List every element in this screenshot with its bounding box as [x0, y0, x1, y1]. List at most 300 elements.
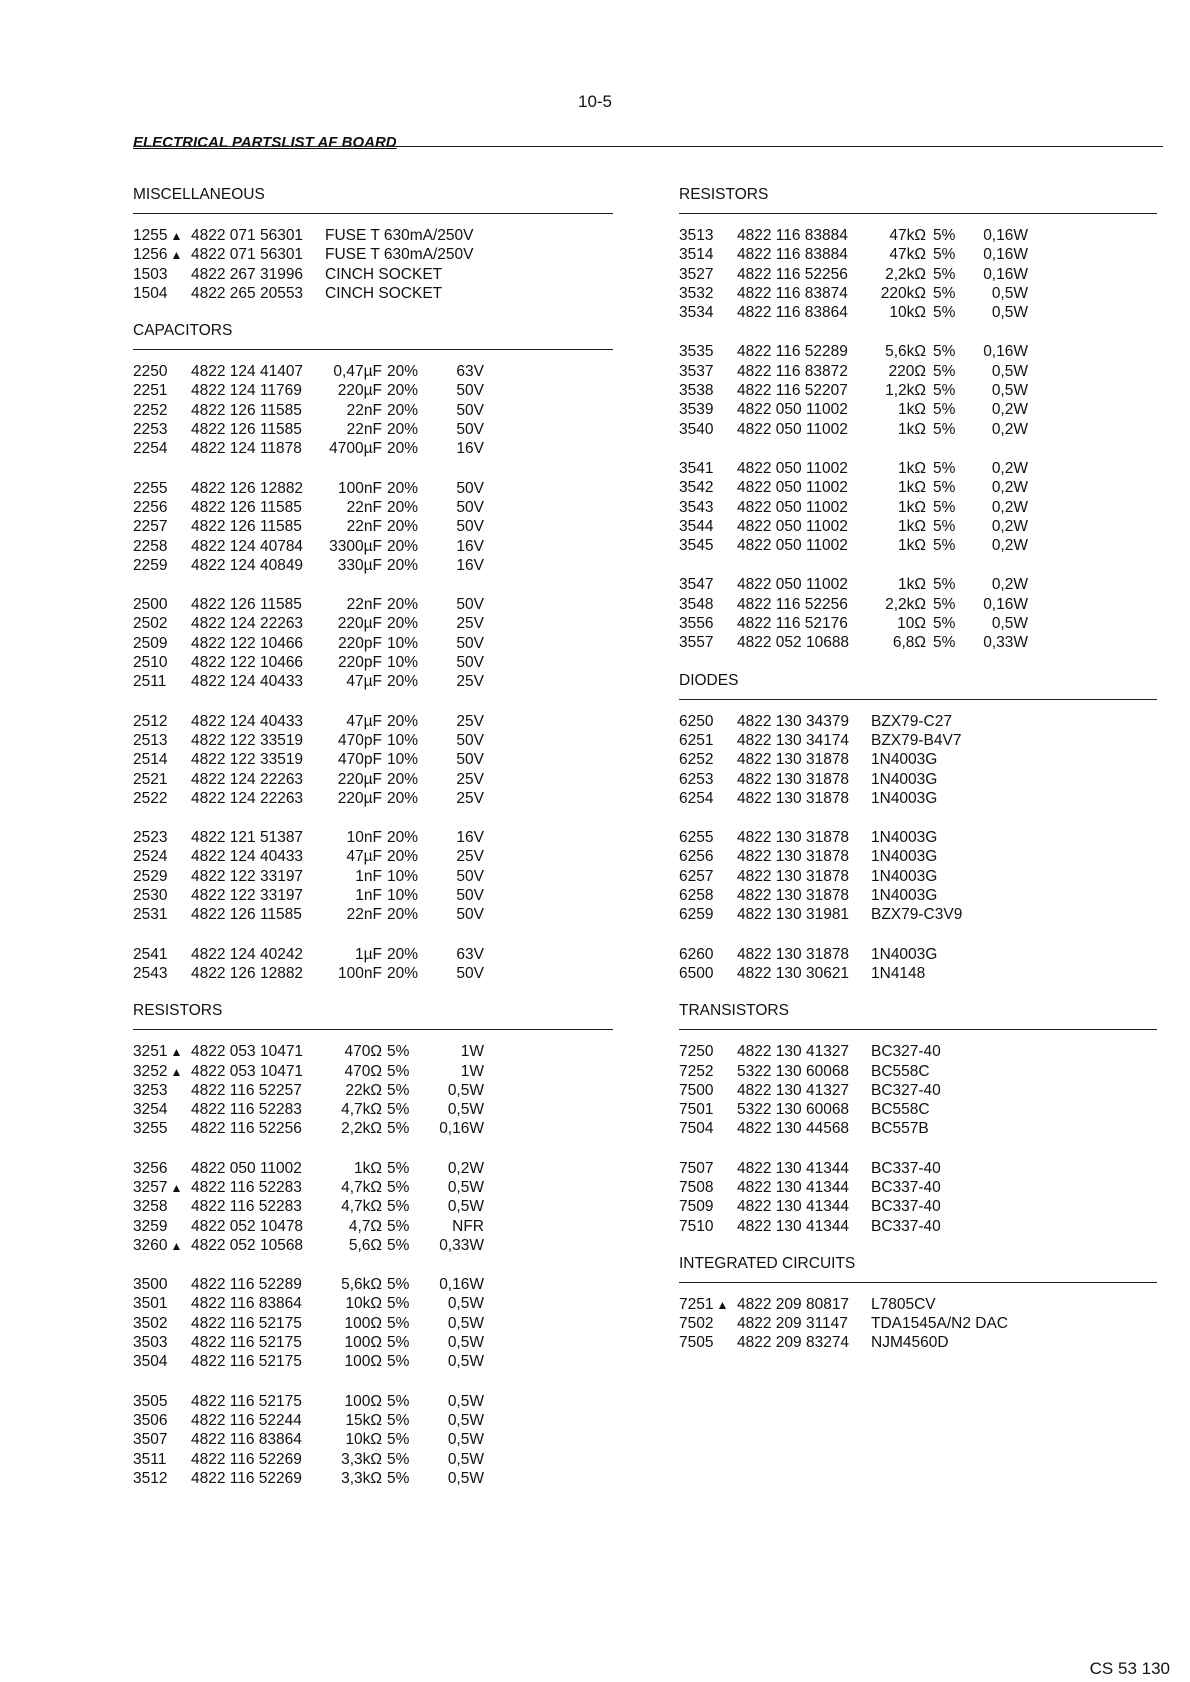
title-rule [133, 146, 1163, 147]
ref-designator [679, 575, 713, 594]
component-value: 22nF [346, 906, 382, 924]
ref-designator [133, 653, 167, 672]
ref-number: 2521 [133, 770, 168, 788]
part-number: 4822 050 11002 [737, 479, 848, 497]
part-row [133, 1081, 613, 1100]
ref-number: 3500 [133, 1276, 168, 1294]
ref-number: 3260 [133, 1236, 168, 1254]
tolerance: 20% [387, 401, 419, 419]
ref-number: 3557 [679, 634, 714, 652]
description: BC558C [871, 1101, 930, 1119]
ref-number: 6254 [679, 789, 714, 807]
component-value: 4,7Ω [348, 1217, 382, 1235]
rating: 0,2W [991, 576, 1028, 594]
ref-designator [679, 964, 713, 983]
part-row [679, 847, 1157, 866]
part-number: 4822 122 33197 [191, 867, 304, 885]
part-number: 5322 130 60068 [737, 1101, 850, 1119]
description: 1N4003G [871, 945, 938, 963]
ref-designator [133, 964, 167, 983]
ref-designator [679, 245, 713, 264]
part-row [679, 517, 1157, 536]
tolerance: 20% [387, 518, 419, 536]
row-group [679, 1042, 1157, 1138]
component-value: 3300µF [329, 537, 382, 555]
ref-designator [133, 226, 182, 246]
part-row [133, 886, 613, 905]
ref-number: 3547 [679, 576, 714, 594]
component-value: 22nF [346, 518, 382, 536]
part-row [679, 828, 1157, 847]
tolerance: 5% [387, 1217, 410, 1235]
part-row [679, 750, 1157, 769]
row-group [679, 828, 1157, 924]
section-heading: RESISTORS [679, 186, 769, 203]
component-value: 1kΩ [898, 479, 926, 497]
tolerance: 20% [387, 556, 419, 574]
tolerance: 20% [387, 537, 419, 555]
tolerance: 5% [387, 1469, 410, 1487]
part-row [133, 1469, 613, 1488]
tolerance: 20% [387, 789, 419, 807]
ref-designator [133, 634, 167, 653]
row-group [133, 1275, 613, 1371]
rating: 0,2W [991, 401, 1028, 419]
row-group [679, 459, 1157, 555]
ref-designator [679, 1314, 713, 1333]
part-number: 4822 116 83884 [737, 227, 848, 244]
ref-number: 2500 [133, 596, 168, 614]
rating: 50V [456, 654, 484, 672]
row-group [133, 1042, 613, 1138]
rating: 50V [456, 634, 484, 652]
tolerance: 5% [933, 634, 956, 652]
description: BC337-40 [871, 1198, 941, 1216]
ref-designator [133, 672, 166, 691]
ref-number: 3543 [679, 498, 714, 516]
ref-designator [679, 303, 713, 322]
part-number: 4822 267 31996 [191, 265, 304, 283]
description: 1N4003G [871, 848, 938, 866]
part-number: 4822 124 40433 [191, 712, 304, 730]
ref-number: 7502 [679, 1315, 714, 1333]
component-value: 330µF [337, 556, 382, 574]
section-heading: DIODES [679, 671, 739, 689]
part-number: 4822 116 52175 [191, 1353, 302, 1371]
component-value: 47µF [346, 673, 382, 691]
component-value: 3,3kΩ [341, 1469, 382, 1487]
rating: 50V [456, 498, 484, 516]
ref-designator [133, 770, 167, 789]
part-row [679, 1081, 1157, 1100]
description: FUSE T 630mA/250V [325, 227, 474, 244]
component-value: 4700µF [329, 440, 382, 458]
part-row [133, 245, 613, 264]
ref-designator [133, 945, 167, 964]
section-heading: RESISTORS [133, 1002, 223, 1020]
ref-number: 6258 [679, 887, 714, 905]
section-rule [679, 1029, 1157, 1030]
component-value: 5,6Ω [348, 1236, 382, 1254]
ref-number: 6500 [679, 964, 714, 982]
part-row [679, 789, 1157, 808]
tolerance: 5% [933, 420, 956, 438]
page-number: 10-5 [577, 92, 613, 111]
description: 1N4003G [871, 789, 938, 807]
ref-number: 3544 [679, 517, 714, 535]
part-number: 4822 053 10471 [191, 1062, 304, 1080]
part-number: 4822 116 52289 [737, 343, 848, 361]
part-number: 4822 124 22263 [191, 770, 304, 788]
section-heading: CAPACITORS [133, 322, 233, 340]
ref-designator [133, 750, 167, 769]
ref-number: 3255 [133, 1120, 168, 1138]
rating: 16V [456, 829, 484, 847]
tolerance: 5% [933, 479, 956, 497]
component-value: 22nF [346, 421, 382, 439]
rating: 0,2W [991, 537, 1028, 555]
ref-number: 2251 [133, 382, 168, 400]
tolerance: 5% [933, 362, 956, 380]
ref-designator [679, 750, 713, 769]
component-value: 0,47µF [333, 363, 382, 381]
ref-designator [679, 1119, 713, 1138]
ref-number: 2254 [133, 440, 168, 458]
ref-designator [133, 1275, 167, 1294]
tolerance: 5% [387, 1178, 410, 1196]
component-value: 100nF [338, 964, 382, 982]
ref-designator [679, 517, 713, 536]
part-row [133, 1294, 613, 1313]
rating: 50V [456, 906, 484, 924]
part-row [133, 1197, 613, 1216]
part-row [679, 342, 1157, 361]
part-row [679, 381, 1157, 400]
part-number: 4822 116 52283 [191, 1101, 302, 1119]
ref-designator [133, 1469, 167, 1488]
part-row [133, 770, 613, 789]
rating: 25V [456, 712, 484, 730]
part-number: 4822 052 10568 [191, 1236, 304, 1254]
description: BZX79-B4V7 [871, 731, 962, 749]
part-number: 4822 122 33197 [191, 887, 304, 905]
part-number: 4822 130 31878 [737, 848, 850, 866]
ref-designator [133, 479, 167, 498]
part-number: 4822 116 52175 [191, 1314, 302, 1332]
component-value: 1nF [355, 867, 382, 885]
ref-number: 3514 [679, 246, 714, 264]
ref-designator [133, 439, 167, 458]
rating: 0,16W [983, 227, 1028, 244]
part-row [133, 731, 613, 750]
component-value: 2,2kΩ [885, 265, 926, 283]
part-row [133, 672, 613, 691]
ref-number: 6257 [679, 867, 714, 885]
tolerance: 20% [387, 712, 419, 730]
rating: 0,5W [991, 284, 1028, 302]
ref-designator [679, 284, 713, 303]
part-row [679, 1062, 1157, 1081]
rating: 25V [456, 615, 484, 633]
ref-designator [679, 1197, 713, 1216]
ref-designator [679, 867, 713, 886]
ref-number: 1504 [133, 284, 168, 302]
description: CINCH SOCKET [325, 265, 443, 283]
ref-designator [133, 886, 167, 905]
part-number: 4822 116 52283 [191, 1178, 302, 1196]
part-row [679, 498, 1157, 517]
part-row [133, 614, 613, 633]
part-number: 4822 116 52175 [191, 1392, 302, 1410]
rating: 25V [456, 770, 484, 788]
ref-designator [133, 556, 167, 575]
part-row [133, 1062, 613, 1081]
ref-designator [133, 1197, 167, 1216]
ref-designator [679, 789, 713, 808]
ref-number: 3505 [133, 1392, 168, 1410]
section-rule [679, 1282, 1157, 1283]
component-value: 100Ω [344, 1314, 382, 1332]
tolerance: 5% [933, 343, 956, 361]
component-value: 5,6kΩ [885, 343, 926, 361]
row-group [133, 945, 613, 984]
part-number: 4822 116 83864 [191, 1431, 302, 1449]
part-row [133, 847, 613, 866]
ref-designator [679, 1081, 713, 1100]
part-row [133, 1411, 613, 1430]
rating: 25V [456, 673, 484, 691]
component-value: 10nF [346, 829, 382, 847]
ref-designator [679, 828, 713, 847]
ref-designator [679, 420, 713, 439]
component-value: 220µF [337, 789, 382, 807]
part-row [679, 478, 1157, 497]
ref-designator [679, 712, 713, 731]
tolerance: 5% [933, 517, 956, 535]
ref-designator [133, 517, 167, 536]
ref-number: 2523 [133, 829, 168, 847]
ref-number: 3511 [133, 1450, 167, 1468]
tolerance: 10% [387, 751, 419, 769]
part-row [133, 712, 613, 731]
row-group [133, 1159, 613, 1255]
ref-number: 2257 [133, 518, 168, 536]
ref-number: 6253 [679, 770, 714, 788]
ref-designator [679, 478, 713, 497]
tolerance: 5% [933, 401, 956, 419]
rating: 0,5W [991, 615, 1028, 633]
part-row [133, 1178, 613, 1197]
tolerance: 20% [387, 596, 419, 614]
tolerance: 20% [387, 479, 419, 497]
right-column [679, 187, 1157, 1373]
ref-designator [679, 265, 713, 284]
tolerance: 5% [387, 1043, 410, 1061]
part-number: 4822 124 11878 [191, 440, 302, 458]
rating: 50V [456, 867, 484, 885]
row-group [679, 1295, 1157, 1353]
component-value: 1kΩ [898, 537, 926, 555]
part-number: 4822 053 10471 [191, 1043, 304, 1061]
section-heading: TRANSISTORS [679, 1002, 789, 1020]
ref-number: 2253 [133, 421, 168, 439]
ref-number: 2530 [133, 887, 168, 905]
document-code: CS 53 130 [1089, 1659, 1170, 1678]
part-row [133, 1352, 613, 1371]
description: 1N4003G [871, 867, 938, 885]
part-number: 4822 122 10466 [191, 634, 304, 652]
section-rule [679, 699, 1157, 700]
ref-number: 2255 [133, 479, 168, 497]
rating: 0,5W [447, 1295, 484, 1313]
part-row [679, 1100, 1157, 1119]
part-number: 4822 050 11002 [737, 576, 848, 594]
ref-designator [679, 945, 713, 964]
ref-number: 1256 [133, 246, 168, 264]
ref-number: 7500 [679, 1081, 714, 1099]
part-row [679, 1159, 1157, 1178]
part-row [679, 284, 1157, 303]
ref-number: 2256 [133, 498, 168, 516]
ref-designator [679, 362, 713, 381]
ref-designator [133, 614, 167, 633]
component-value: 2,2kΩ [341, 1120, 382, 1138]
rating: 25V [456, 848, 484, 866]
ref-number: 3504 [133, 1353, 168, 1371]
ref-designator [679, 342, 713, 361]
component-value: 100Ω [344, 1392, 382, 1410]
ref-designator [133, 731, 167, 750]
description: FUSE T 630mA/250V [325, 246, 474, 264]
ref-designator [133, 712, 167, 731]
part-row [133, 517, 613, 536]
rating: 50V [456, 596, 484, 614]
rating: 50V [456, 479, 484, 497]
part-row [133, 1392, 613, 1411]
tolerance: 5% [933, 537, 956, 555]
ref-designator [133, 1178, 182, 1198]
rating: 50V [456, 731, 484, 749]
tolerance: 5% [933, 498, 956, 516]
ref-number: 7510 [679, 1217, 714, 1235]
ref-number: 6259 [679, 906, 714, 924]
ref-number: 2531 [133, 906, 168, 924]
section-heading: INTEGRATED CIRCUITS [679, 1254, 856, 1272]
part-number: 4822 116 52269 [191, 1469, 302, 1487]
ref-designator [133, 867, 167, 886]
rating: 0,5W [447, 1411, 484, 1429]
description: BZX79-C3V9 [871, 906, 963, 924]
tolerance: 5% [387, 1411, 410, 1429]
part-number: 4822 126 11585 [191, 596, 302, 614]
component-value: 470Ω [344, 1062, 382, 1080]
ref-designator [679, 226, 713, 245]
ref-number: 3539 [679, 401, 714, 419]
tolerance: 5% [387, 1120, 410, 1138]
rating: 50V [456, 382, 484, 400]
ref-designator [133, 1450, 166, 1469]
component-value: 220Ω [888, 362, 926, 380]
part-row [679, 226, 1157, 245]
rating: 0,2W [991, 420, 1028, 438]
ref-number: 3527 [679, 265, 714, 283]
part-number: 4822 126 12882 [191, 479, 304, 497]
part-row [679, 1333, 1157, 1352]
tolerance: 5% [387, 1159, 410, 1177]
ref-designator [679, 1159, 713, 1178]
ref-number: 7252 [679, 1062, 714, 1080]
part-row [133, 479, 613, 498]
ref-number: 3252 [133, 1062, 168, 1080]
ref-designator [679, 770, 713, 789]
ref-number: 2502 [133, 615, 168, 633]
rating: 50V [456, 751, 484, 769]
ref-number: 3535 [679, 343, 714, 361]
ref-designator [133, 245, 182, 265]
part-row [679, 1314, 1157, 1333]
component-value: 100nF [338, 479, 382, 497]
tolerance: 20% [387, 382, 419, 400]
ref-number: 2511 [133, 673, 167, 691]
part-row [133, 1333, 613, 1352]
ref-designator [133, 1119, 167, 1138]
tolerance: 5% [387, 1276, 410, 1294]
component-value: 220µF [337, 382, 382, 400]
part-row [133, 964, 613, 983]
ref-number: 3259 [133, 1217, 168, 1235]
part-number: 4822 116 83874 [737, 284, 848, 302]
rating: 63V [456, 945, 484, 963]
ref-number: 3556 [679, 615, 714, 633]
part-number: 4822 116 52257 [191, 1081, 302, 1099]
safety-warning-icon: ▲ [170, 229, 183, 243]
rating: 50V [456, 964, 484, 982]
tolerance: 5% [933, 246, 956, 264]
part-number: 4822 124 40784 [191, 537, 304, 555]
description: 1N4003G [871, 751, 938, 769]
section-heading: MISCELLANEOUS [133, 186, 265, 203]
part-number: 4822 124 41407 [191, 363, 304, 381]
ref-designator [679, 459, 713, 478]
ref-number: 3258 [133, 1198, 168, 1216]
rating: 0,2W [991, 498, 1028, 516]
tolerance: 5% [387, 1295, 410, 1313]
ref-designator [679, 614, 713, 633]
part-number: 4822 116 52269 [191, 1450, 302, 1468]
part-number: 4822 116 52176 [737, 615, 848, 633]
description: BC337-40 [871, 1178, 941, 1196]
ref-designator [679, 1178, 713, 1197]
tolerance: 5% [933, 227, 956, 244]
ref-number: 6255 [679, 829, 714, 847]
tolerance: 20% [387, 615, 419, 633]
part-number: 4822 071 56301 [191, 246, 304, 264]
part-row [679, 945, 1157, 964]
row-group [133, 479, 613, 575]
tolerance: 10% [387, 654, 419, 672]
description: BC337-40 [871, 1159, 941, 1177]
component-value: 1µF [354, 945, 382, 963]
ref-number: 7250 [679, 1043, 714, 1061]
ref-designator [133, 265, 167, 284]
rating: 0,2W [991, 517, 1028, 535]
part-row [679, 964, 1157, 983]
component-value: 5,6kΩ [341, 1276, 382, 1294]
part-number: 4822 124 22263 [191, 789, 304, 807]
part-number: 4822 124 22263 [191, 615, 304, 633]
component-value: 10kΩ [345, 1295, 382, 1313]
part-row [679, 575, 1157, 594]
